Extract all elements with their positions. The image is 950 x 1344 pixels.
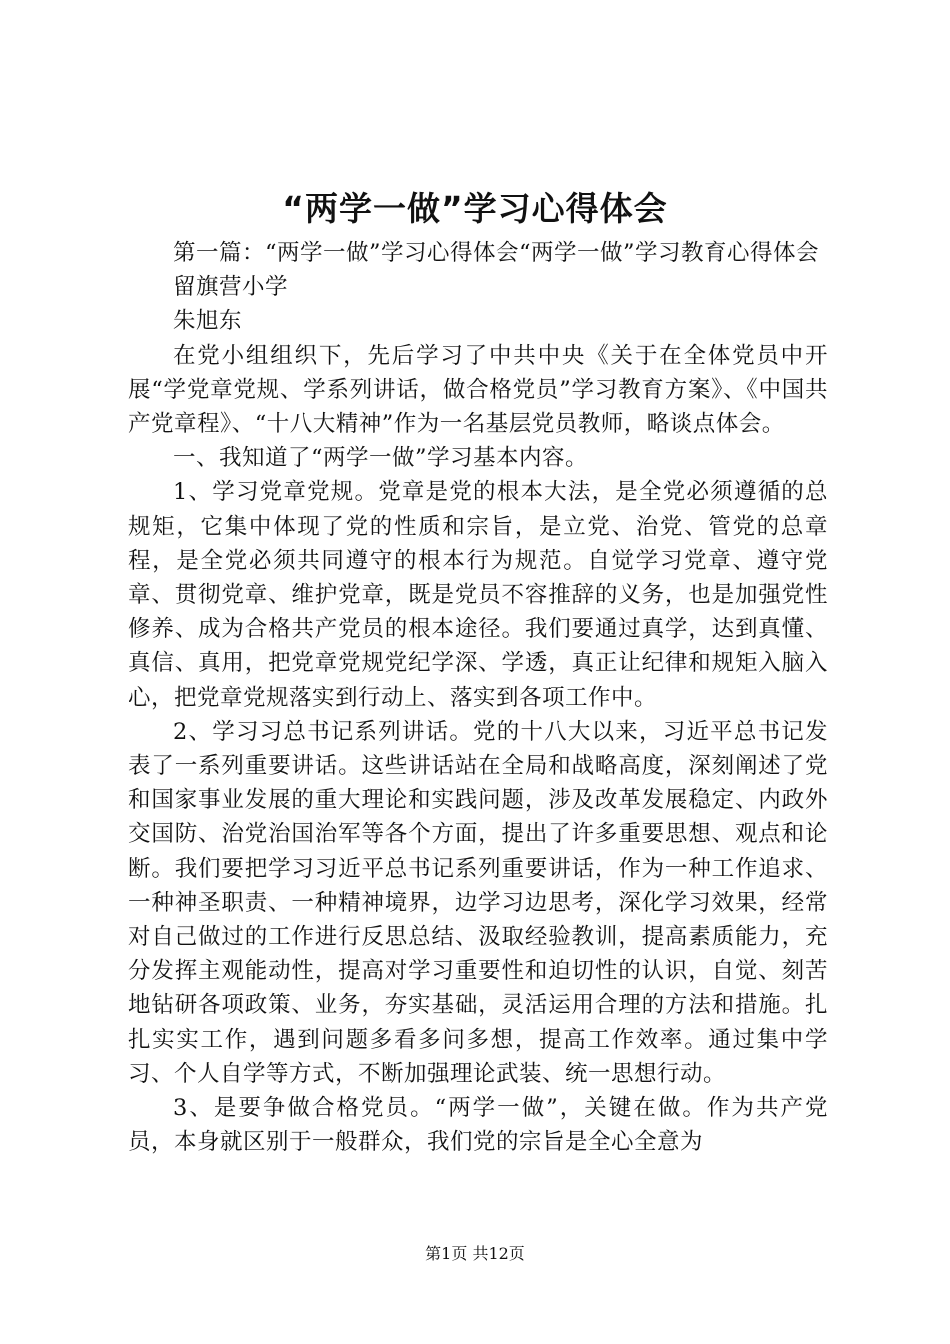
page-footer: 第1页 共12页 — [425, 1244, 525, 1263]
chapter-heading: 第一篇：“两学一做”学习心得体会“两学一做”学习教育心得体会 — [173, 240, 820, 266]
author-school: 留旗营小学 — [173, 274, 289, 301]
author-name: 朱旭东 — [173, 308, 243, 335]
section-heading: 一、我知道了“两学一做”学习基本内容。 — [173, 445, 589, 472]
document-title: “两学一做”学习心得体会 — [282, 189, 668, 228]
body-paragraph: 2、学习习总书记系列讲话。党的十八大以来，习近平总书记发表了一系列重要讲话。这些讲话站在全局和战略高度，深刻阐述了党和国家事业发展的重大理论和实践问题，涉及改革发展稳定、内政外交国防、治党治国治军等各个方面，提出了许多重要思想、观点和论断。我们要把学习习近平总书记系列重要讲话，作为一种工作追求、一种神圣职责、一种精神境界，边学习边思考，深化学习效果，经常对自己做过的工作进行反思总结、汲取经验教训，提高素质能力，充分发挥主观能动性，提高对学习重要性和迫切性的认识，自觉、刻苦地钻研各项政策、业务，夯实基础，灵活运用合理的方法和措施。扎扎实实工作，遇到问题多看多问多想，提高工作效率。通过集中学习、个人自学等方式，不断加强理论武装、统一思想行动。 — [128, 718, 828, 1087]
body-paragraph: 3、是要争做合格党员。“两学一做”，关键在做。作为共产党员，本身就区别于一般群众，我们党的宗旨是全心全意为 — [128, 1095, 828, 1156]
body-paragraph: 1、学习党章党规。党章是党的根本大法，是全党必须遵循的总规矩，它集中体现了党的性质和宗旨，是立党、治党、管党的总章程，是全党必须共同遵守的根本行为规范。自觉学习党章、遵守党章、贯彻党章、维护党章，既是党员不容推辞的义务，也是加强党性修养、成为合格共产党员的根本途径。我们要通过真学，达到真懂、真信、真用，把党章党规党纪学深、学透，真正让纪律和规矩入脑入心，把党章党规落实到行动上、落实到各项工作中。 — [128, 479, 828, 711]
document-body — [128, 236, 828, 1159]
intro-paragraph: 在党小组组织下，先后学习了中共中央《关于在全体党员中开展“学党章党规、学系列讲话，做合格党员”学习教育方案》、《中国共产党章程》、“十八大精神”作为一名基层党员教师，略谈点体会。 — [128, 342, 828, 438]
